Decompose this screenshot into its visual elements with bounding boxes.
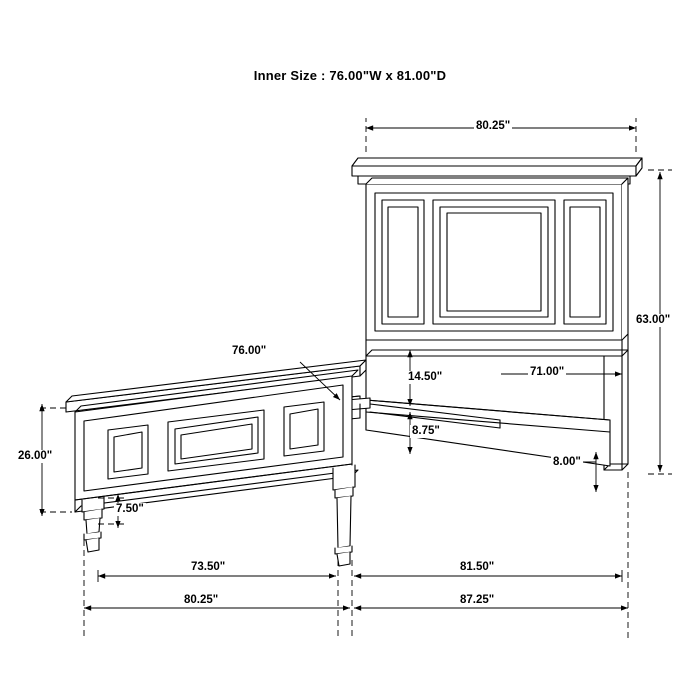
dim-rail-floor: 8.00"	[553, 456, 581, 468]
dim-headboard-width: 80.25"	[476, 120, 511, 132]
dim-bed-length-back: 81.50"	[460, 561, 495, 573]
dim-rail-lower: 8.75"	[412, 425, 440, 437]
dim-foot-post-base: 7.50"	[116, 503, 144, 515]
page-title: Inner Size : 76.00"W x 81.00"D	[253, 68, 447, 83]
dim-bed-length-front: 73.50"	[191, 561, 226, 573]
dim-mattress-width-callout: 76.00"	[232, 345, 267, 357]
dim-rail-to-headboard: 14.50"	[408, 371, 443, 383]
dim-overall-front: 80.25"	[184, 594, 219, 606]
dim-headboard-height: 63.00"	[636, 314, 671, 326]
dim-overall-back: 87.25"	[460, 594, 495, 606]
dim-footboard-height: 26.00"	[18, 450, 53, 462]
dim-headboard-inner-width: 71.00"	[530, 366, 565, 378]
